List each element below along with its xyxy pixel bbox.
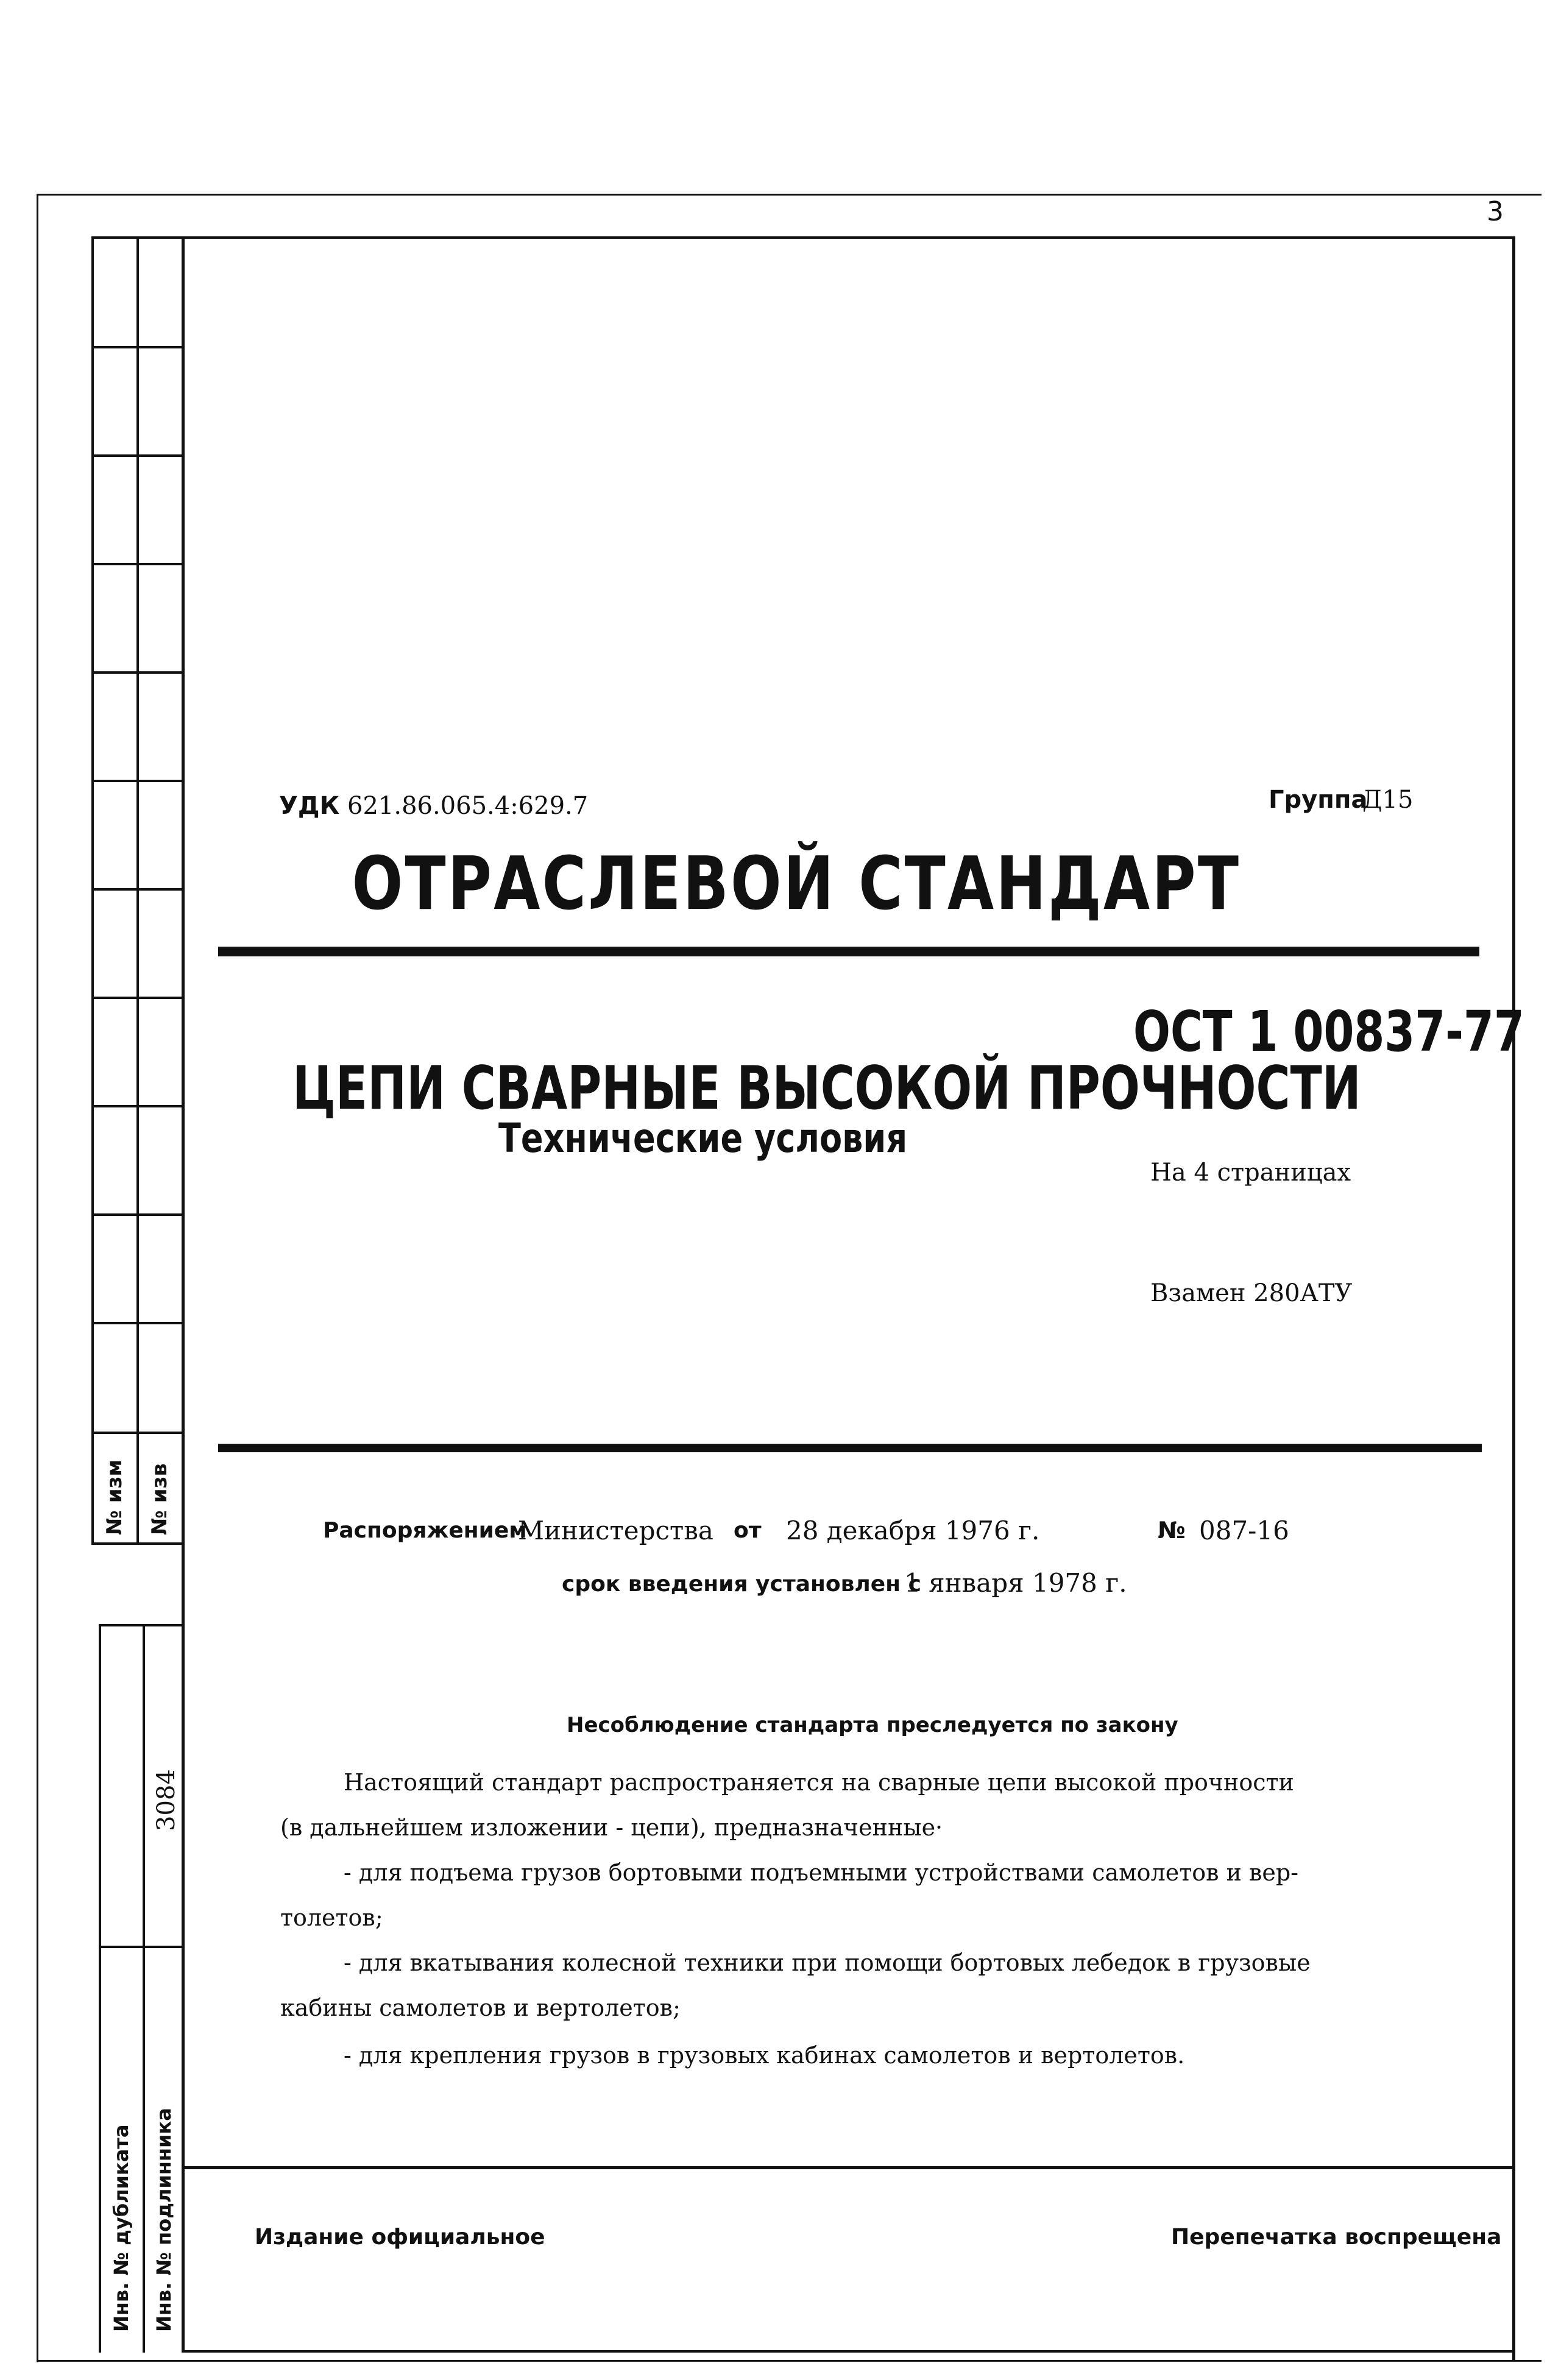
izm-label: № изм xyxy=(102,1459,127,1535)
stamp-lower-col-mid xyxy=(143,1624,145,2353)
frame-right-line xyxy=(1512,236,1515,2361)
frame-inner-top-line xyxy=(91,236,1515,239)
footer-reprint: Перепечатка воспрещена xyxy=(1171,2225,1502,2250)
stamp-row xyxy=(91,563,183,565)
stamp-row xyxy=(91,1322,183,1324)
document-heading: ОТРАСЛЕВОЙ СТАНДАРТ xyxy=(352,842,1241,927)
stamp-row xyxy=(91,454,183,457)
group-label: Группа xyxy=(1269,786,1368,814)
body-line: толетов; xyxy=(280,1904,383,1931)
body-line: Настоящий стандарт распространяется на сварные цепи высокой прочности xyxy=(344,1769,1294,1796)
content-left-line xyxy=(182,236,185,2353)
order-from: от xyxy=(734,1518,762,1543)
replaces-info: Взамен 280АТУ xyxy=(1150,1279,1353,1307)
inv-podl-value: 3084 xyxy=(152,1769,180,1831)
order-ministry: Министерства xyxy=(518,1516,713,1545)
stamp-lower-col-left xyxy=(99,1624,101,2353)
udk-value: 621.86.065.4:629.7 xyxy=(347,792,589,820)
intro-date: 1 января 1978 г. xyxy=(904,1568,1127,1598)
stamp-row xyxy=(91,1542,183,1545)
top-thick-rule xyxy=(218,947,1479,956)
stamp-row xyxy=(91,780,183,782)
group-value: Д15 xyxy=(1362,786,1414,814)
stamp-col-left xyxy=(91,236,94,1545)
body-line: (в дальнейшем изложении - цепи), предназначенные· xyxy=(280,1814,943,1841)
footer-official: Издание официальное xyxy=(255,2225,545,2250)
stamp-lower-top xyxy=(99,1624,184,1626)
udk-label: УДК xyxy=(279,792,340,820)
order-number-label: № xyxy=(1158,1517,1186,1544)
body-line: - для подъема грузов бортовыми подъемными устройствами самолетов и вер- xyxy=(344,1859,1299,1886)
middle-thick-rule xyxy=(218,1444,1482,1452)
document-subtitle: Технические условия xyxy=(498,1115,908,1162)
order-date: 28 декабря 1976 г. xyxy=(786,1516,1040,1545)
stamp-row xyxy=(91,671,183,674)
body-line: - для крепления грузов в грузовых кабинах самолетов и вертолетов. xyxy=(344,2042,1185,2069)
frame-bottom-line xyxy=(37,2360,1542,2362)
frame-inner-bottom-line xyxy=(184,2350,1515,2353)
order-label: Распоряжением xyxy=(323,1518,527,1543)
stamp-col-mid xyxy=(136,236,139,1545)
legal-warning: Несоблюдение стандарта преследуется по закону xyxy=(567,1713,1178,1737)
inv-dubl-label: Инв. № дубликата xyxy=(110,2124,133,2332)
page-number: 3 xyxy=(1487,196,1504,227)
order-number: 087-16 xyxy=(1199,1516,1289,1545)
frame-left-line xyxy=(37,194,38,2362)
standard-code: ОСТ 1 00837-77 xyxy=(1133,999,1524,1064)
stamp-row xyxy=(91,1213,183,1216)
izv-label: № изв xyxy=(147,1463,172,1535)
stamp-row xyxy=(91,997,183,999)
stamp-lower-row xyxy=(99,1946,184,1948)
stamp-row xyxy=(91,1105,183,1107)
frame-top-line xyxy=(37,194,1542,196)
stamp-row xyxy=(91,1432,183,1434)
footer-rule xyxy=(184,2166,1515,2169)
inv-podl-label: Инв. № подлинника xyxy=(152,2108,175,2332)
body-line: - для вкатывания колесной техники при помощи бортовых лебедок в грузовые xyxy=(344,1949,1311,1976)
intro-label: срок введения установлен с xyxy=(562,1572,921,1597)
body-line: кабины самолетов и вертолетов; xyxy=(280,1994,681,2021)
pages-info: На 4 страницах xyxy=(1150,1159,1351,1187)
document-title: ЦЕПИ СВАРНЫЕ ВЫСОКОЙ ПРОЧНОСТИ xyxy=(292,1054,1361,1123)
stamp-row xyxy=(91,346,183,348)
